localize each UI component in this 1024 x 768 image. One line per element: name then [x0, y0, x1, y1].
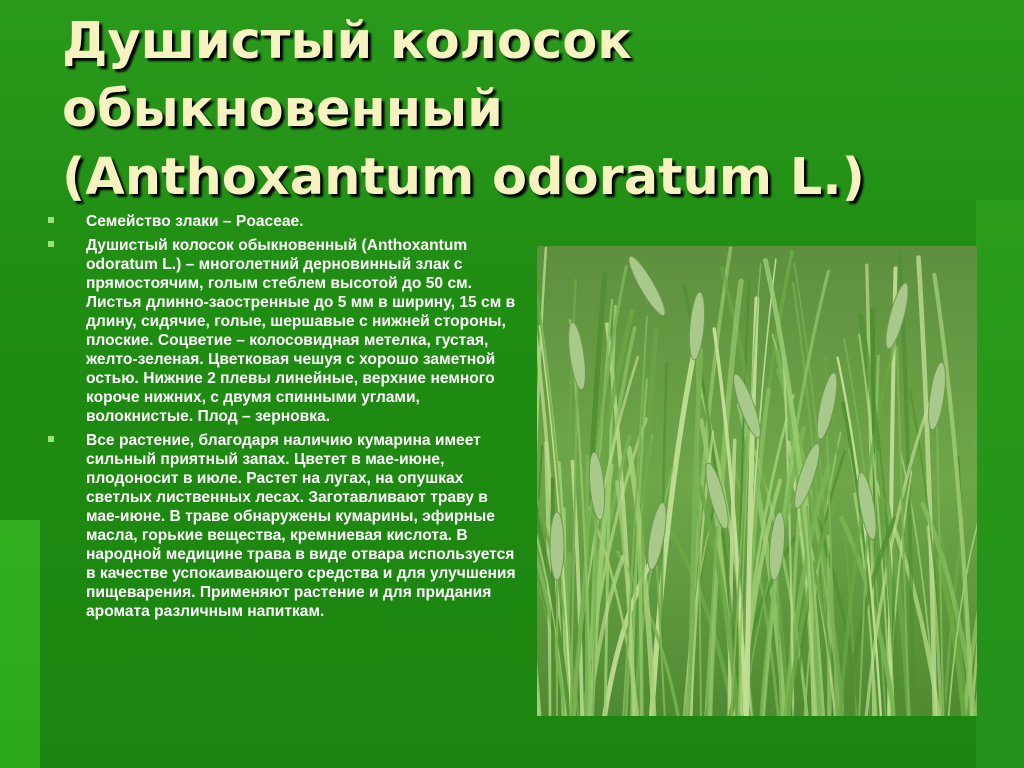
grass-illustration [537, 246, 977, 716]
title-line-2: обыкновенный [62, 80, 503, 139]
bullet-text: Все растение, благодаря наличию кумарина имеет сильный приятный запах. Цветет в мае-июне, плодоносит в июле. Растет на лугах, на опушках светлых лиственных лесах. Заготавливают траву в мае-июне. В траве обнаружены кумарины, эфирные масла, горькие вещества, кремниевая кислота. В народной медицине трава в виде отвара используется в качестве успокаивающего средства и для улучшения пищеварения. Применяют растение и для придания аромата различным напиткам. [86, 432, 516, 620]
bullet-list-container [42, 212, 526, 626]
grass-photo [537, 246, 977, 716]
spikelet [550, 512, 564, 580]
background-band-left [0, 520, 40, 768]
list-item [42, 431, 526, 621]
title-line-1: Душистый колосок [62, 12, 632, 71]
square-bullet-icon [48, 436, 54, 442]
list-item [42, 212, 526, 231]
square-bullet-icon [48, 241, 54, 247]
background-band-right [976, 200, 1024, 768]
bullet-list [42, 212, 526, 621]
bullet-text: Семейство злаки – Poaceae. [86, 213, 304, 230]
bullet-text: Душистый колосок обыкновенный (Anthoxantum odoratum L.) – многолетний дерновинный злак с прямостоячим, голым стеблем высотой до 50 см. Листья длинно-заостренные до 5 мм в ширину, 15 см в длину, сидячие, голые, шершавые с нижней стороны, плоские. Соцветие – колосовидная метелка, густая, желто-зеленая. Цветковая чешуя с хорошо заметной остью. Нижние 2 плевы линейные, верхние немного короче нижних, с двумя спинными углами, волокнистые. Плод – зерновка. [86, 237, 516, 425]
square-bullet-icon [48, 217, 54, 223]
title-line-3: (Anthoxantum odoratum L.) [62, 148, 865, 207]
slide-title [62, 8, 962, 212]
list-item [42, 236, 526, 426]
